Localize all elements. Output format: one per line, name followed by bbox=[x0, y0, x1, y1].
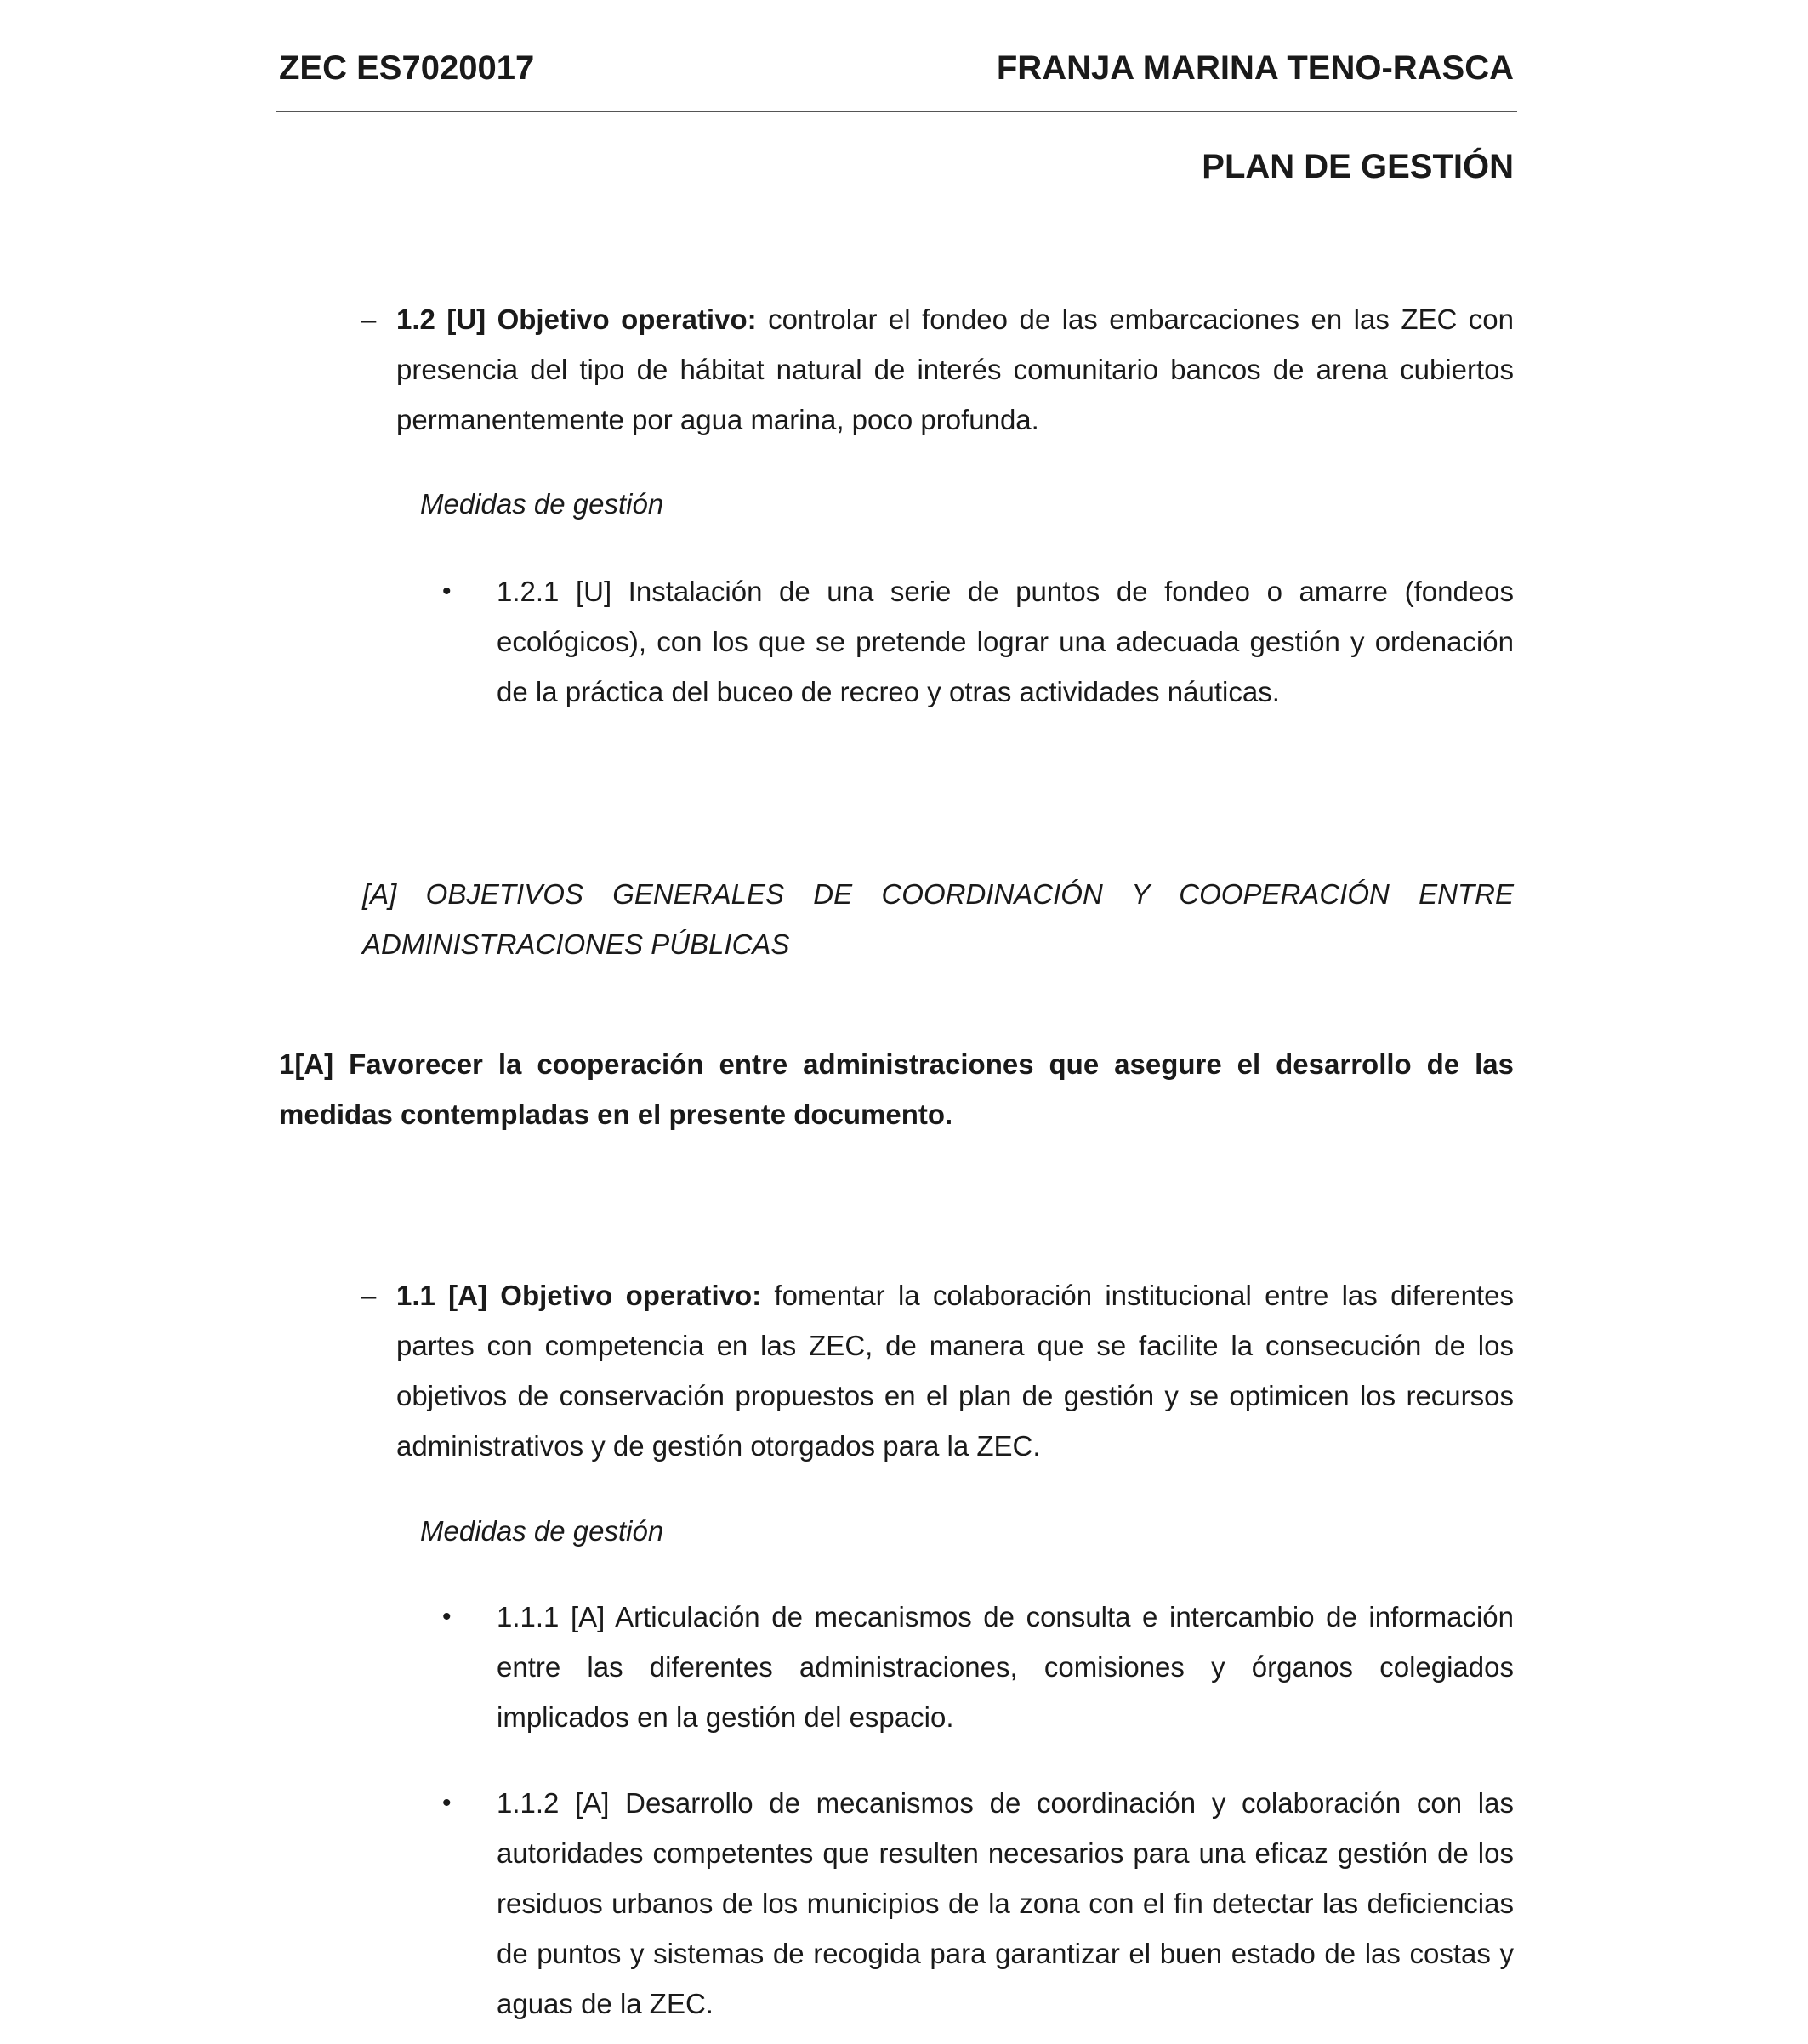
section-a-heading: [A] OBJETIVOS GENERALES DE COORDINACIÓN Y COOPERACIÓN ENTRE ADMINISTRACIONES PÚBLICAS bbox=[362, 878, 1514, 960]
objective-1-1-text: fomentar la colaboración institucional entre las diferentes partes con competencia en las ZEC, de manera que se facilite la consecución de los objetivos de conservación propuestos en el plan de gestión y se optimicen los recursos administrativos y de gestión otorgados para la ZEC. bbox=[396, 1280, 1515, 1462]
measure-1-1-2: 1.1.2 [A] Desarrollo de mecanismos de coordinación y colaboración con las autoridades competentes que resulten necesarios para una eficaz gestión de los residuos urbanos de los municipios de la zona con el fin detectar las deficiencias de puntos y sistemas de recogida para garantizar el buen estado de las costas y aguas de la ZEC. bbox=[497, 1787, 1514, 2019]
bullet-marker: • bbox=[442, 1603, 452, 1631]
objective-1-1 bbox=[396, 1270, 1514, 1471]
dash-marker: – bbox=[361, 304, 377, 335]
goal-1a: 1[A] Favorecer la cooperación entre administraciones que asegure el desarrollo de las medidas contempladas en el presente documento. bbox=[279, 1048, 1514, 1130]
objective-1-2-text: controlar el fondeo de las embarcaciones en las ZEC con presencia del tipo de hábitat natural de interés comunitario bancos de arena cubiertos permanentemente por agua marina, poco profunda. bbox=[396, 304, 1514, 435]
objective-1-2 bbox=[396, 294, 1514, 445]
measure-1-2-1: 1.2.1 [U] Instalación de una serie de puntos de fondeo o amarre (fondeos ecológicos), con los que se pretende lograr una adecuada gestión y ordenación de la práctica del buceo de recreo y otras actividades náuticas. bbox=[497, 576, 1514, 707]
bullet-marker: • bbox=[442, 1789, 452, 1817]
header-site-name: FRANJA MARINA TENO-RASCA bbox=[996, 49, 1514, 87]
measure-1-1-1: 1.1.1 [A] Articulación de mecanismos de consulta e intercambio de información entre las diferentes administraciones, comisiones y órganos colegiados implicados en la gestión del espacio. bbox=[497, 1601, 1514, 1733]
header-site-code: ZEC ES7020017 bbox=[279, 49, 535, 87]
measures-label: Medidas de gestión bbox=[420, 488, 664, 520]
header-divider bbox=[276, 111, 1517, 112]
measures-label: Medidas de gestión bbox=[420, 1515, 664, 1547]
dash-marker: – bbox=[361, 1280, 377, 1311]
objective-1-1-title: 1.1 [A] Objetivo operativo: bbox=[396, 1280, 762, 1311]
header-document-type: PLAN DE GESTIÓN bbox=[1202, 148, 1514, 185]
bullet-marker: • bbox=[442, 577, 452, 605]
objective-1-2-title: 1.2 [U] Objetivo operativo: bbox=[396, 304, 757, 335]
